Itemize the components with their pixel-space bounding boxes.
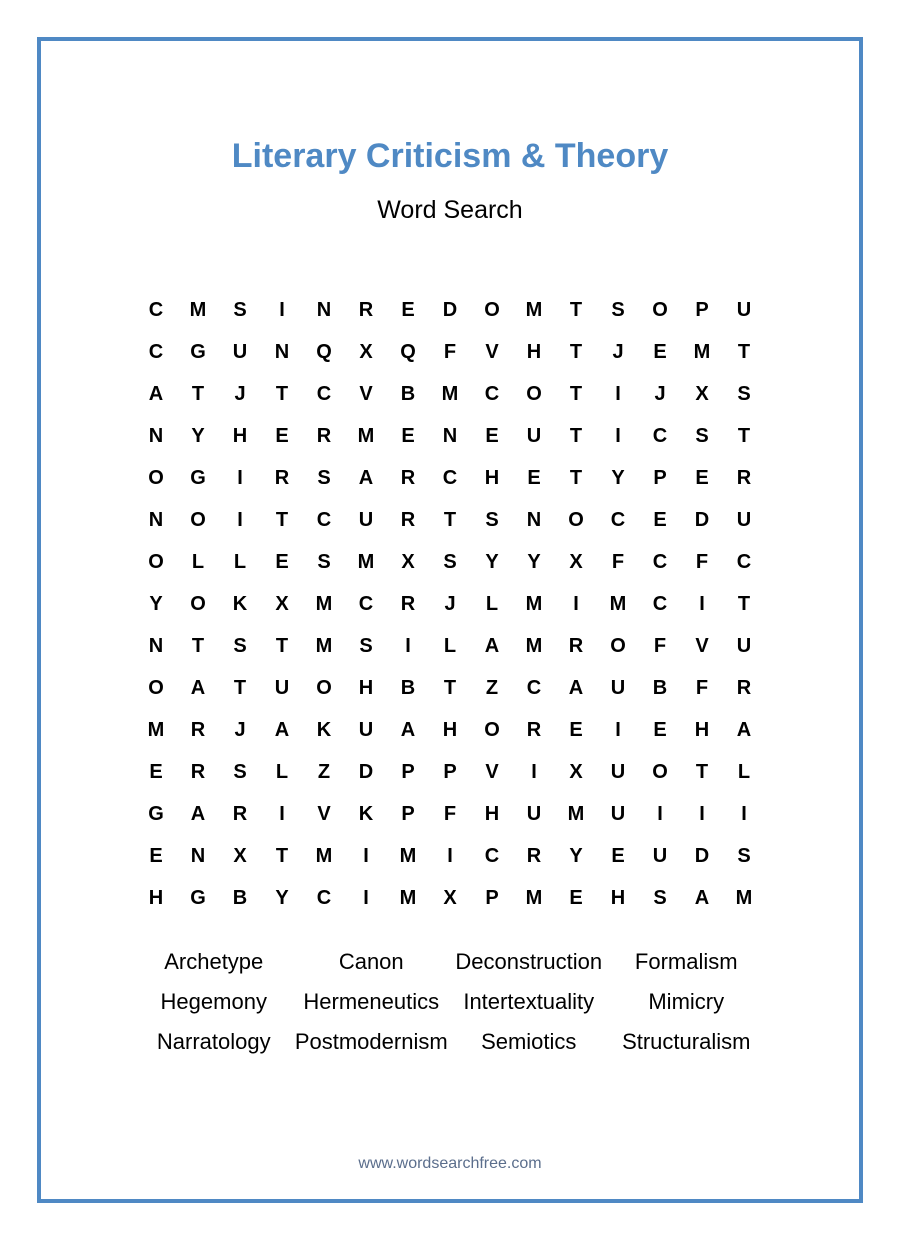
grid-letter[interactable]: J xyxy=(234,718,246,741)
word-list-item: Deconstruction xyxy=(455,949,603,974)
grid-letter[interactable]: U xyxy=(736,508,752,531)
grid-letter[interactable]: T xyxy=(737,424,751,447)
grid-letter[interactable]: R xyxy=(274,466,290,489)
grid-letter[interactable]: C xyxy=(484,382,500,405)
grid-letter[interactable]: A xyxy=(148,382,164,405)
grid-letter[interactable]: M xyxy=(357,424,375,447)
grid-letter[interactable]: D xyxy=(358,760,374,783)
grid-letter[interactable]: Z xyxy=(485,676,499,699)
grid-letter[interactable]: K xyxy=(358,802,374,825)
grid-letter[interactable]: I xyxy=(573,592,579,615)
grid-letter[interactable]: R xyxy=(190,718,206,741)
grid-letter[interactable]: X xyxy=(275,592,289,615)
grid-letter[interactable]: U xyxy=(274,676,290,699)
grid-letter[interactable]: C xyxy=(484,844,500,867)
grid-letter[interactable]: T xyxy=(275,844,289,867)
grid-letter[interactable]: T xyxy=(569,424,583,447)
grid-letter[interactable]: O xyxy=(484,298,500,321)
grid-letter[interactable]: R xyxy=(736,466,752,489)
grid-letter[interactable]: G xyxy=(190,466,206,489)
grid-letter[interactable]: T xyxy=(737,592,751,615)
grid-letter[interactable]: R xyxy=(190,760,206,783)
grid-letter[interactable]: Y xyxy=(611,466,625,489)
grid-letter[interactable]: I xyxy=(237,466,243,489)
grid-letter[interactable]: C xyxy=(316,508,332,531)
word-list-item: Narratology xyxy=(156,1029,271,1054)
grid-letter[interactable]: D xyxy=(694,844,710,867)
grid-letter[interactable]: Y xyxy=(527,550,541,573)
grid-letter[interactable]: S xyxy=(737,844,751,867)
word-list-item: Intertextuality xyxy=(463,989,595,1014)
grid-letter[interactable]: C xyxy=(442,466,458,489)
grid-letter[interactable]: R xyxy=(316,424,332,447)
grid-letter[interactable]: R xyxy=(736,676,752,699)
grid-letter[interactable]: R xyxy=(232,802,248,825)
grid-letter[interactable]: X xyxy=(695,382,709,405)
grid-letter[interactable]: E xyxy=(275,424,289,447)
grid-letter[interactable]: M xyxy=(357,550,375,573)
grid-letter[interactable]: T xyxy=(275,382,289,405)
word-list-item: Structuralism xyxy=(622,1029,751,1054)
word-list-item: Semiotics xyxy=(481,1029,577,1054)
grid-letter[interactable]: E xyxy=(401,424,415,447)
grid-letter[interactable]: T xyxy=(443,676,457,699)
grid-letter[interactable]: B xyxy=(652,676,668,699)
grid-letter[interactable]: M xyxy=(525,298,543,321)
grid-letter[interactable]: I xyxy=(699,592,705,615)
grid-letter[interactable]: I xyxy=(447,844,453,867)
grid-letter[interactable]: S xyxy=(233,634,247,657)
grid-letter[interactable]: C xyxy=(652,424,668,447)
grid-letter[interactable]: E xyxy=(569,718,583,741)
grid-letter[interactable]: C xyxy=(652,592,668,615)
grid-letter[interactable]: R xyxy=(526,718,542,741)
grid-letter[interactable]: I xyxy=(279,802,285,825)
grid-letter[interactable]: V xyxy=(695,634,709,657)
grid-letter[interactable]: J xyxy=(654,382,666,405)
grid-letter[interactable]: C xyxy=(610,508,626,531)
grid-letter[interactable]: E xyxy=(611,844,625,867)
grid-letter[interactable]: R xyxy=(400,466,416,489)
word-list-item: Hegemony xyxy=(160,989,267,1014)
grid-letter[interactable]: I xyxy=(363,886,369,909)
grid-letter[interactable]: L xyxy=(275,760,289,783)
grid-letter[interactable]: Z xyxy=(317,760,331,783)
grid-letter[interactable]: R xyxy=(358,298,374,321)
grid-letter[interactable]: S xyxy=(317,550,331,573)
grid-letter[interactable]: E xyxy=(527,466,541,489)
grid-letter[interactable]: C xyxy=(526,676,542,699)
grid-letter[interactable]: I xyxy=(657,802,663,825)
grid-letter[interactable]: M xyxy=(693,340,711,363)
grid-letter[interactable]: H xyxy=(232,424,248,447)
grid-letter[interactable]: M xyxy=(525,886,543,909)
grid-letter[interactable]: Y xyxy=(485,550,499,573)
grid-letter[interactable]: E xyxy=(695,466,709,489)
grid-letter[interactable]: G xyxy=(148,802,164,825)
grid-letter[interactable]: C xyxy=(148,298,164,321)
grid-letter[interactable]: J xyxy=(234,382,246,405)
grid-letter[interactable]: A xyxy=(568,676,584,699)
grid-letter[interactable]: L xyxy=(191,550,205,573)
word-list xyxy=(135,942,765,1062)
grid-letter[interactable]: U xyxy=(610,760,626,783)
grid-letter[interactable]: H xyxy=(484,466,500,489)
grid-letter[interactable]: S xyxy=(317,466,331,489)
word-list-item: Formalism xyxy=(634,949,738,974)
grid-letter[interactable]: T xyxy=(569,382,583,405)
grid-letter[interactable]: E xyxy=(485,424,499,447)
grid-letter[interactable]: F xyxy=(611,550,625,573)
grid-letter[interactable]: E xyxy=(653,508,667,531)
page-title: Literary Criticism & Theory xyxy=(231,137,669,175)
grid-letter[interactable]: T xyxy=(233,676,247,699)
grid-letter[interactable]: O xyxy=(484,718,500,741)
grid-letter[interactable]: O xyxy=(148,676,164,699)
letter-grid xyxy=(135,289,765,919)
grid-letter[interactable]: U xyxy=(610,802,626,825)
grid-letter[interactable]: E xyxy=(149,844,163,867)
grid-letter[interactable]: L xyxy=(737,760,751,783)
grid-letter[interactable]: O xyxy=(526,382,542,405)
grid-letter[interactable]: A xyxy=(736,718,752,741)
grid-letter[interactable]: T xyxy=(569,466,583,489)
grid-letter[interactable]: B xyxy=(400,382,416,405)
grid-letter[interactable]: B xyxy=(232,886,248,909)
grid-letter[interactable]: C xyxy=(316,382,332,405)
grid-letter[interactable]: I xyxy=(615,424,621,447)
grid-letter[interactable]: V xyxy=(485,340,499,363)
grid-letter[interactable]: M xyxy=(525,634,543,657)
grid-letter[interactable]: U xyxy=(526,802,542,825)
grid-letter[interactable]: U xyxy=(526,424,542,447)
grid-letter[interactable]: P xyxy=(401,760,415,783)
grid-letter[interactable]: D xyxy=(442,298,458,321)
grid-letter[interactable]: P xyxy=(443,760,457,783)
grid-letter[interactable]: V xyxy=(359,382,373,405)
grid-letter[interactable]: R xyxy=(400,508,416,531)
grid-letter[interactable]: K xyxy=(316,718,332,741)
grid-letter[interactable]: F xyxy=(653,634,667,657)
grid-letter[interactable]: K xyxy=(232,592,248,615)
grid-letter[interactable]: E xyxy=(401,298,415,321)
grid-letter[interactable]: M xyxy=(189,298,207,321)
grid-letter[interactable]: A xyxy=(190,676,206,699)
grid-letter[interactable]: I xyxy=(279,298,285,321)
grid-letter[interactable]: P xyxy=(653,466,667,489)
grid-letter[interactable]: M xyxy=(315,634,333,657)
word-list-item: Canon xyxy=(338,949,404,974)
grid-letter[interactable]: L xyxy=(443,634,457,657)
grid-letter[interactable]: S xyxy=(653,886,667,909)
grid-letter[interactable]: N xyxy=(274,340,290,363)
grid-letter[interactable]: M xyxy=(315,592,333,615)
grid-letter[interactable]: S xyxy=(233,298,247,321)
grid-letter[interactable]: M xyxy=(567,802,585,825)
grid-letter[interactable]: X xyxy=(443,886,457,909)
grid-letter[interactable]: M xyxy=(735,886,753,909)
grid-letter[interactable]: X xyxy=(569,550,583,573)
grid-letter[interactable]: M xyxy=(147,718,165,741)
grid-letter[interactable]: A xyxy=(358,466,374,489)
grid-letter[interactable]: A xyxy=(190,802,206,825)
grid-letter[interactable]: S xyxy=(443,550,457,573)
grid-letter[interactable]: E xyxy=(275,550,289,573)
grid-letter[interactable]: H xyxy=(442,718,458,741)
grid-letter[interactable]: F xyxy=(443,340,457,363)
grid-letter[interactable]: M xyxy=(609,592,627,615)
grid-letter[interactable]: L xyxy=(485,592,499,615)
grid-letter[interactable]: O xyxy=(190,592,206,615)
grid-letter[interactable]: F xyxy=(443,802,457,825)
grid-letter[interactable]: C xyxy=(652,550,668,573)
footer-url[interactable]: www.wordsearchfree.com xyxy=(358,1155,542,1172)
grid-letter[interactable]: T xyxy=(569,340,583,363)
grid-letter[interactable]: H xyxy=(358,676,374,699)
grid-letter[interactable]: S xyxy=(737,382,751,405)
grid-letter[interactable]: T xyxy=(191,382,205,405)
grid-letter[interactable]: V xyxy=(317,802,331,825)
grid-letter[interactable]: U xyxy=(232,340,248,363)
grid-letter[interactable]: H xyxy=(148,886,164,909)
grid-letter[interactable]: H xyxy=(526,340,542,363)
grid-letter[interactable]: A xyxy=(274,718,290,741)
grid-letter[interactable]: Q xyxy=(400,340,416,363)
grid-letter[interactable]: F xyxy=(695,550,709,573)
grid-letter[interactable]: E xyxy=(569,886,583,909)
grid-letter[interactable]: N xyxy=(526,508,542,531)
grid-letter[interactable]: Y xyxy=(149,592,163,615)
grid-letter[interactable]: H xyxy=(694,718,710,741)
word-list-item: Hermeneutics xyxy=(303,989,440,1014)
grid-letter[interactable]: Y xyxy=(191,424,205,447)
grid-letter[interactable]: X xyxy=(233,844,247,867)
grid-letter[interactable]: H xyxy=(610,886,626,909)
grid-letter[interactable]: X xyxy=(401,550,415,573)
grid-letter[interactable]: O xyxy=(148,550,164,573)
grid-letter[interactable]: N xyxy=(148,424,164,447)
grid-letter[interactable]: E xyxy=(653,340,667,363)
grid-letter[interactable]: I xyxy=(741,802,747,825)
grid-letter[interactable]: X xyxy=(569,760,583,783)
grid-letter[interactable]: S xyxy=(485,508,499,531)
grid-letter[interactable]: M xyxy=(315,844,333,867)
grid-letter[interactable]: R xyxy=(568,634,584,657)
grid-letter[interactable]: A xyxy=(694,886,710,909)
grid-letter[interactable]: B xyxy=(400,676,416,699)
grid-letter[interactable]: M xyxy=(399,886,417,909)
grid-letter[interactable]: O xyxy=(568,508,584,531)
grid-letter[interactable]: U xyxy=(652,844,668,867)
grid-letter[interactable]: P xyxy=(695,298,709,321)
grid-letter[interactable]: Y xyxy=(275,886,289,909)
grid-letter[interactable]: X xyxy=(359,340,373,363)
grid-letter[interactable]: E xyxy=(149,760,163,783)
grid-letter[interactable]: C xyxy=(358,592,374,615)
grid-letter[interactable]: L xyxy=(233,550,247,573)
grid-letter[interactable]: H xyxy=(484,802,500,825)
grid-letter[interactable]: O xyxy=(610,634,626,657)
grid-letter[interactable]: U xyxy=(610,676,626,699)
grid-letter[interactable]: S xyxy=(233,760,247,783)
grid-letter[interactable]: I xyxy=(531,760,537,783)
grid-letter[interactable]: S xyxy=(611,298,625,321)
grid-letter[interactable]: N xyxy=(148,634,164,657)
grid-letter[interactable]: C xyxy=(316,886,332,909)
word-list-item: Postmodernism xyxy=(294,1029,448,1054)
grid-letter[interactable]: A xyxy=(400,718,416,741)
grid-letter[interactable]: N xyxy=(442,424,458,447)
grid-letter[interactable]: F xyxy=(695,676,709,699)
grid-letter[interactable]: R xyxy=(526,844,542,867)
grid-letter[interactable]: I xyxy=(363,844,369,867)
grid-letter[interactable]: I xyxy=(237,508,243,531)
grid-letter[interactable]: O xyxy=(316,676,332,699)
grid-letter[interactable]: T xyxy=(569,298,583,321)
grid-letter[interactable]: P xyxy=(485,886,499,909)
grid-letter[interactable]: U xyxy=(736,634,752,657)
grid-letter[interactable]: C xyxy=(736,550,752,573)
grid-letter[interactable]: A xyxy=(484,634,500,657)
grid-letter[interactable]: D xyxy=(694,508,710,531)
grid-letter[interactable]: Y xyxy=(569,844,583,867)
grid-letter[interactable]: U xyxy=(358,718,374,741)
grid-letter[interactable]: U xyxy=(736,298,752,321)
grid-letter[interactable]: N xyxy=(190,844,206,867)
grid-letter[interactable]: T xyxy=(737,340,751,363)
grid-letter[interactable]: I xyxy=(615,718,621,741)
grid-letter[interactable]: C xyxy=(148,340,164,363)
grid-letter[interactable]: T xyxy=(275,508,289,531)
grid-letter[interactable]: M xyxy=(441,382,459,405)
grid-letter[interactable]: J xyxy=(612,340,624,363)
grid-letter[interactable]: I xyxy=(405,634,411,657)
grid-letter[interactable]: T xyxy=(695,760,709,783)
grid-letter[interactable]: M xyxy=(399,844,417,867)
grid-letter[interactable]: Q xyxy=(316,340,332,363)
grid-letter[interactable]: J xyxy=(444,592,456,615)
grid-letter[interactable]: O xyxy=(652,760,668,783)
grid-letter[interactable]: E xyxy=(653,718,667,741)
grid-letter[interactable]: P xyxy=(401,802,415,825)
grid-letter[interactable]: R xyxy=(400,592,416,615)
word-list-item: Archetype xyxy=(164,949,264,974)
grid-letter[interactable]: G xyxy=(190,340,206,363)
grid-letter[interactable]: O xyxy=(148,466,164,489)
grid-letter[interactable]: T xyxy=(275,634,289,657)
grid-letter[interactable]: I xyxy=(615,382,621,405)
grid-letter[interactable]: N xyxy=(316,298,332,321)
grid-letter[interactable]: U xyxy=(358,508,374,531)
grid-letter[interactable]: T xyxy=(443,508,457,531)
grid-letter[interactable]: V xyxy=(485,760,499,783)
grid-letter[interactable]: I xyxy=(699,802,705,825)
grid-letter[interactable]: O xyxy=(190,508,206,531)
grid-letter[interactable]: G xyxy=(190,886,206,909)
grid-letter[interactable]: O xyxy=(652,298,668,321)
grid-letter[interactable]: S xyxy=(695,424,709,447)
page-subtitle: Word Search xyxy=(377,196,523,224)
grid-letter[interactable]: N xyxy=(148,508,164,531)
grid-letter[interactable]: T xyxy=(191,634,205,657)
grid-letter[interactable]: S xyxy=(359,634,373,657)
grid-letter[interactable]: M xyxy=(525,592,543,615)
word-list-item: Mimicry xyxy=(648,989,725,1014)
